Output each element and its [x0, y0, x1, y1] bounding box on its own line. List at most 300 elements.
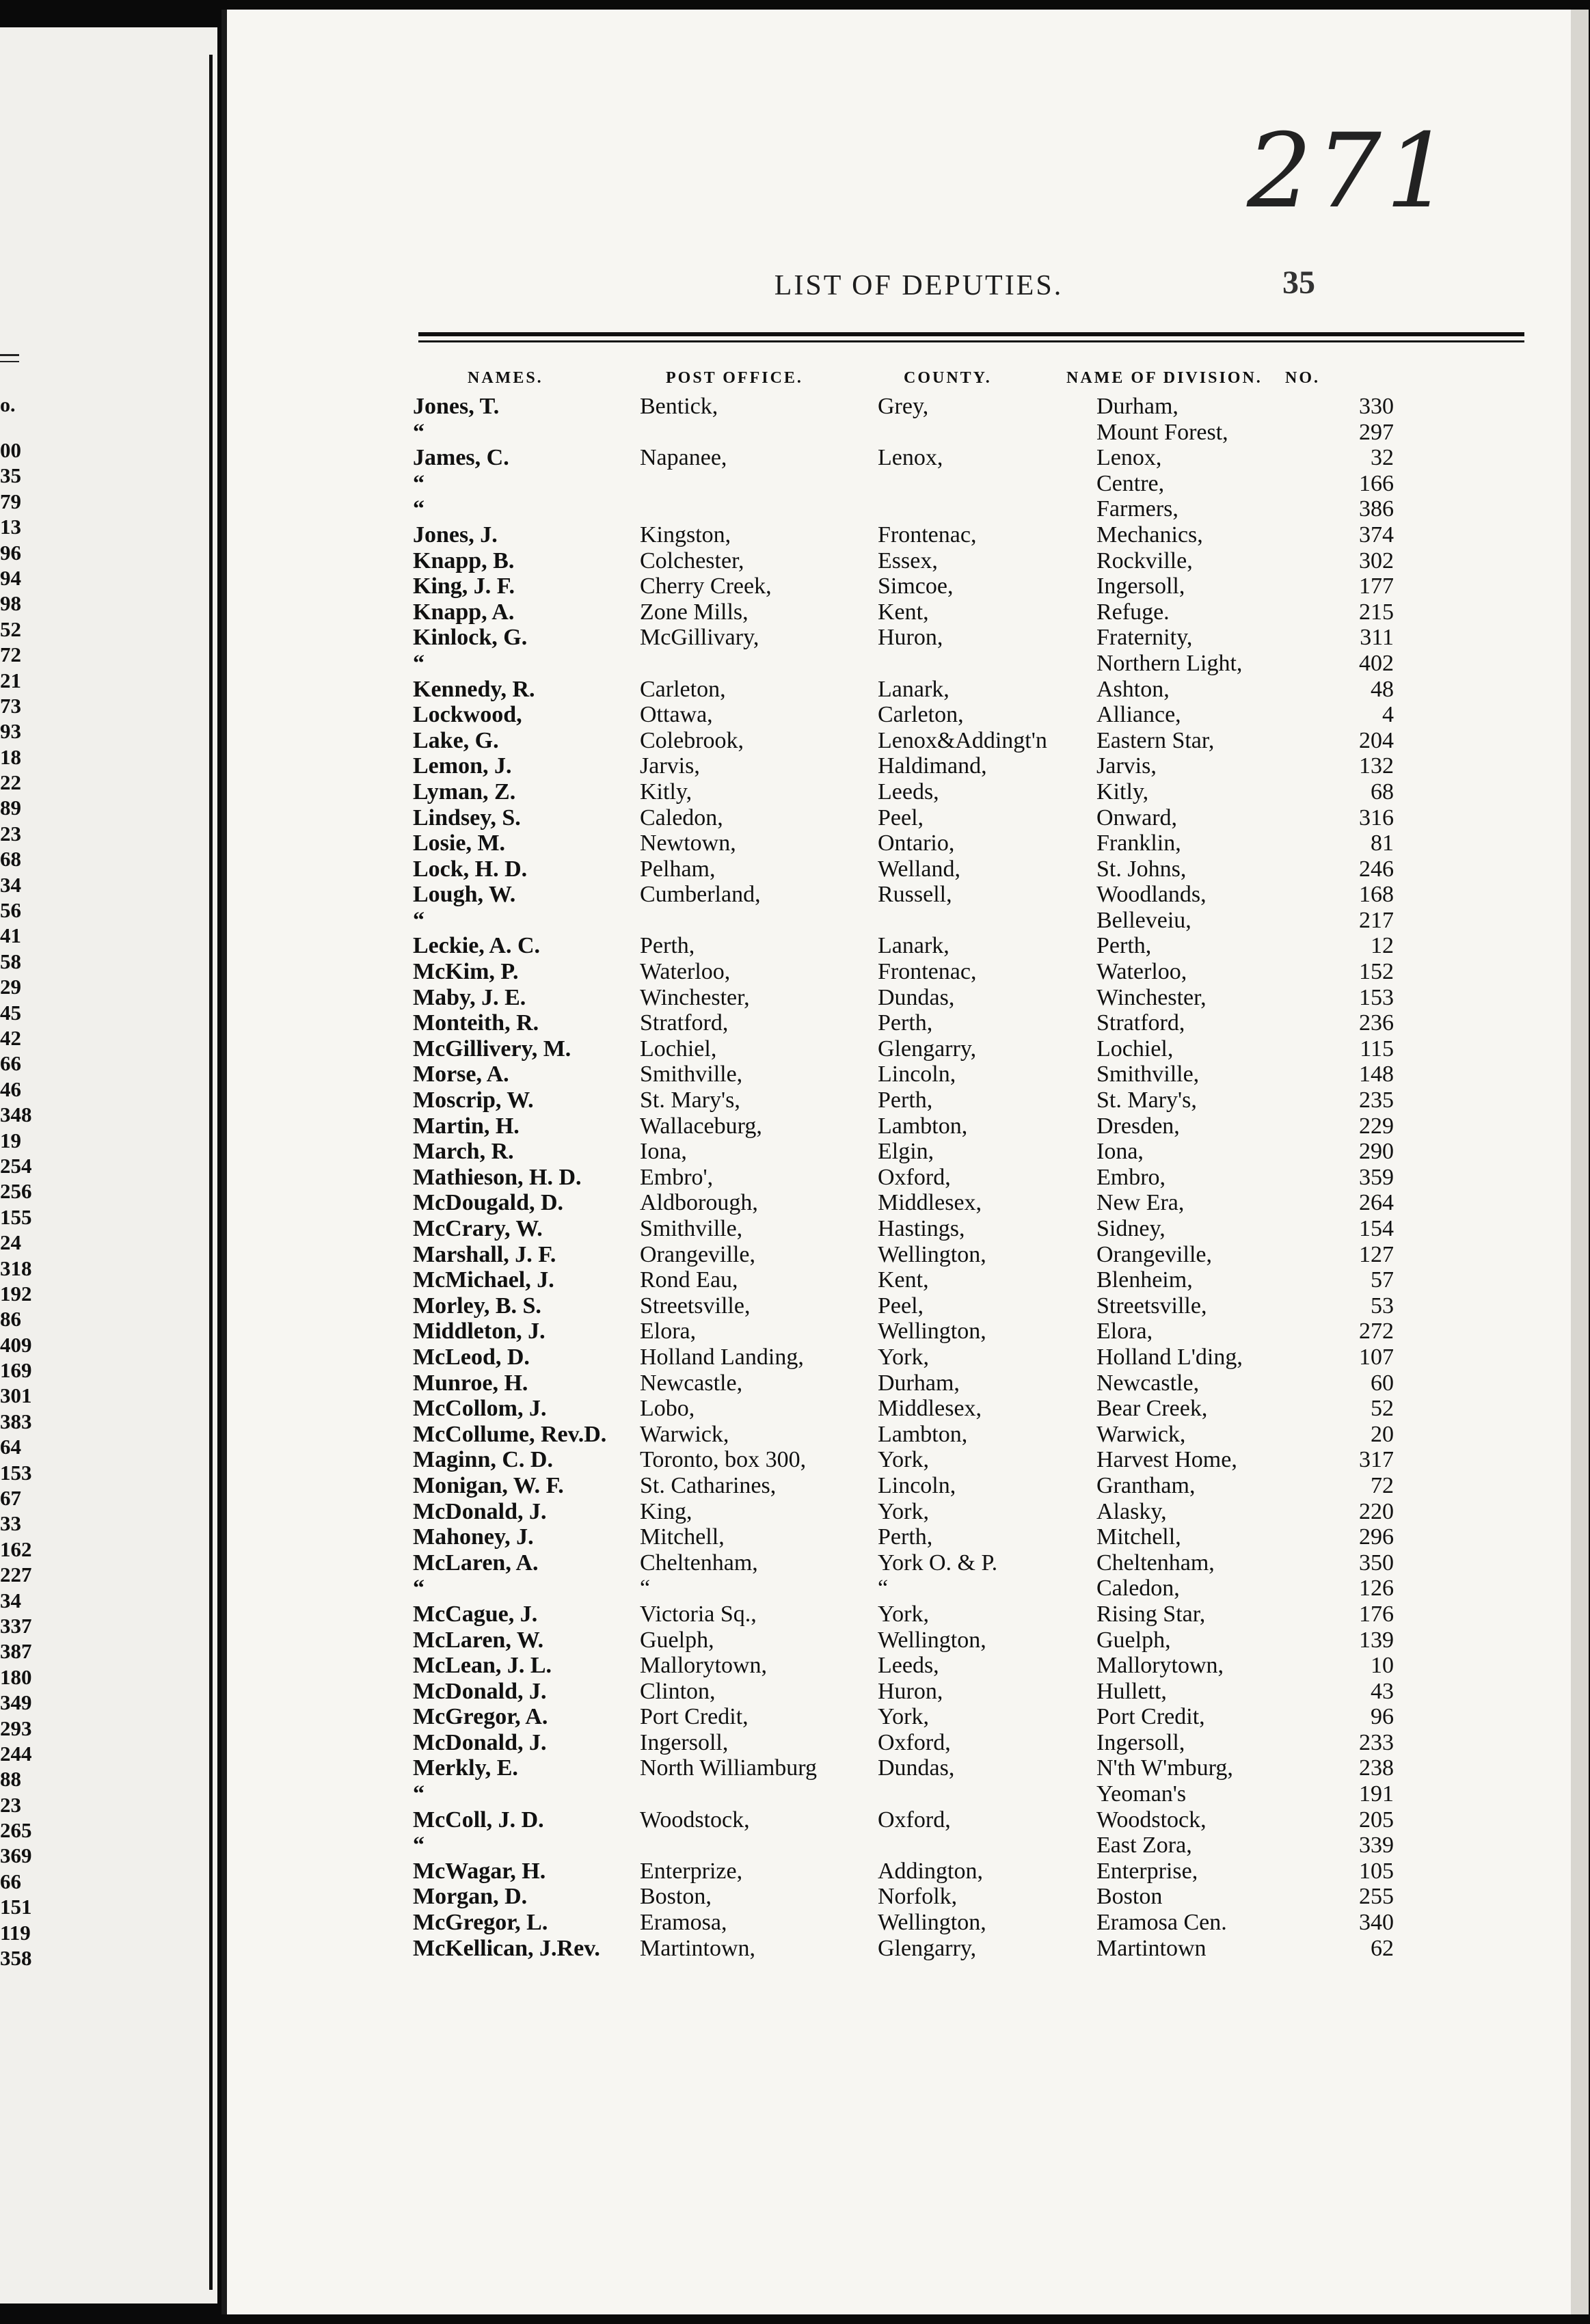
- table-row: [221, 1679, 1589, 1705]
- cell-county: Welland,: [878, 856, 960, 882]
- cell-county: York,: [878, 1601, 929, 1627]
- cell-county: “: [878, 1576, 889, 1602]
- left-page-number: 293: [0, 1716, 32, 1740]
- cell-county: Frontenac,: [878, 959, 977, 985]
- cell-county: Hastings,: [878, 1216, 965, 1241]
- table-row: [221, 651, 1589, 677]
- cell-division: Waterloo,: [1096, 959, 1187, 985]
- cell-division: East Zora,: [1096, 1833, 1192, 1859]
- cell-post-office: Eramosa,: [640, 1910, 727, 1936]
- cell-no: 4: [1382, 702, 1394, 728]
- cell-post-office: Smithville,: [640, 1062, 743, 1087]
- cell-division: Martintown: [1096, 1935, 1207, 1961]
- left-page-number: 358: [0, 1946, 32, 1971]
- handwritten-page-number: 271: [1247, 112, 1455, 231]
- cell-no: 317: [1359, 1447, 1394, 1473]
- column-header-division: NAME OF DIVISION.: [1066, 369, 1263, 387]
- cell-post-office: Cheltenham,: [640, 1550, 758, 1576]
- printed-page-number: 35: [1282, 265, 1315, 301]
- cell-division: Enterprise,: [1096, 1858, 1198, 1884]
- cell-county: Glengarry,: [878, 1036, 977, 1062]
- table-row: [221, 1396, 1589, 1422]
- cell-no: 154: [1359, 1216, 1394, 1241]
- cell-division: Lenox,: [1096, 445, 1162, 471]
- cell-post-office: Waterloo,: [640, 959, 731, 985]
- cell-division: New Era,: [1096, 1190, 1185, 1216]
- left-page-fragment: [0, 27, 217, 2303]
- table-row: [221, 1524, 1589, 1550]
- left-page-number: 34: [0, 1588, 21, 1612]
- cell-no: 236: [1359, 1010, 1394, 1036]
- cell-county: Wellington,: [878, 1910, 986, 1936]
- cell-no: 81: [1371, 830, 1394, 856]
- cell-name: March, R.: [413, 1139, 514, 1165]
- left-page-number: 387: [0, 1639, 32, 1664]
- cell-county: Dundas,: [878, 984, 955, 1010]
- cell-county: Glengarry,: [878, 1935, 977, 1961]
- left-page-number: 169: [0, 1358, 32, 1383]
- gutter-line: [209, 55, 213, 2290]
- left-page-number: 254: [0, 1153, 32, 1178]
- cell-division: Kitly,: [1096, 779, 1149, 805]
- cell-county: Perth,: [878, 1087, 933, 1113]
- cell-division: Alasky,: [1096, 1498, 1167, 1524]
- table-row: [221, 1807, 1589, 1833]
- cell-county: York,: [878, 1344, 929, 1370]
- cell-name: Jones, T.: [413, 394, 500, 419]
- cell-name: “: [413, 1833, 425, 1859]
- cell-county: Dundas,: [878, 1755, 955, 1781]
- left-page-number: 318: [0, 1256, 32, 1280]
- cell-no: 32: [1371, 445, 1394, 471]
- cell-no: 72: [1371, 1472, 1394, 1498]
- cell-post-office: Cherry Creek,: [640, 573, 772, 599]
- cell-division: Woodlands,: [1096, 882, 1207, 908]
- cell-name: Mathieson, H. D.: [413, 1164, 582, 1190]
- cell-no: 350: [1359, 1550, 1394, 1576]
- cell-name: Morgan, D.: [413, 1884, 528, 1910]
- cell-no: 105: [1359, 1858, 1394, 1884]
- cell-post-office: Caledon,: [640, 805, 723, 830]
- cell-division: Ingersoll,: [1096, 1729, 1185, 1755]
- left-page-number: 73: [0, 693, 21, 718]
- cell-name: Lemon, J.: [413, 753, 512, 779]
- cell-no: 148: [1359, 1062, 1394, 1087]
- cell-post-office: Victoria Sq.,: [640, 1601, 757, 1627]
- left-page-number: 68: [0, 847, 21, 871]
- cell-county: Huron,: [878, 625, 943, 651]
- cell-no: 217: [1359, 907, 1394, 933]
- cell-post-office: Aldborough,: [640, 1190, 758, 1216]
- cell-name: McLean, J. L.: [413, 1653, 552, 1679]
- cell-county: York,: [878, 1704, 929, 1730]
- cell-post-office: Martintown,: [640, 1935, 756, 1961]
- cell-county: Peel,: [878, 805, 924, 830]
- table-row: [221, 573, 1589, 599]
- cell-name: Kinlock, G.: [413, 625, 528, 651]
- table-header: [221, 369, 1589, 392]
- cell-division: Cheltenham,: [1096, 1550, 1215, 1576]
- cell-county: Durham,: [878, 1370, 960, 1396]
- cell-division: Mechanics,: [1096, 522, 1203, 548]
- cell-division: St. Mary's,: [1096, 1087, 1197, 1113]
- cell-post-office: Stratford,: [640, 1010, 729, 1036]
- cell-name: McDonald, J.: [413, 1498, 547, 1524]
- cell-county: York,: [878, 1498, 929, 1524]
- cell-county: Russell,: [878, 882, 952, 908]
- cell-county: Leeds,: [878, 1653, 939, 1679]
- left-page-number: 96: [0, 540, 21, 565]
- cell-county: Wellington,: [878, 1627, 986, 1653]
- table-row: [221, 728, 1589, 754]
- cell-no: 20: [1371, 1421, 1394, 1447]
- cell-post-office: Newtown,: [640, 830, 736, 856]
- left-page-number: 00: [0, 438, 21, 462]
- table-row: [221, 933, 1589, 959]
- cell-division: Harvest Home,: [1096, 1447, 1237, 1473]
- cell-division: Caledon,: [1096, 1576, 1180, 1602]
- left-page-number: 35: [0, 463, 21, 488]
- cell-no: 10: [1371, 1653, 1394, 1679]
- deputies-table: [221, 394, 1589, 1961]
- cell-post-office: Lobo,: [640, 1396, 695, 1422]
- left-page-number: 256: [0, 1179, 32, 1204]
- left-page-number: 88: [0, 1767, 21, 1792]
- cell-no: 12: [1371, 933, 1394, 959]
- right-page: [221, 10, 1589, 2314]
- cell-name: Moscrip, W.: [413, 1087, 534, 1113]
- left-page-number: 180: [0, 1664, 32, 1689]
- cell-post-office: Mitchell,: [640, 1524, 725, 1550]
- cell-county: Lambton,: [878, 1113, 968, 1139]
- cell-county: Elgin,: [878, 1139, 934, 1165]
- cell-division: N'th W'mburg,: [1096, 1755, 1233, 1781]
- table-row: [221, 625, 1589, 651]
- left-page-number: 58: [0, 949, 21, 973]
- cell-post-office: Enterprize,: [640, 1858, 743, 1884]
- left-page-number: 348: [0, 1103, 32, 1127]
- cell-division: Embro,: [1096, 1164, 1166, 1190]
- cell-no: 316: [1359, 805, 1394, 830]
- cell-no: 52: [1371, 1396, 1394, 1422]
- cell-name: Knapp, A.: [413, 599, 515, 625]
- cell-name: McDonald, J.: [413, 1729, 547, 1755]
- table-row: [221, 1165, 1589, 1191]
- cell-division: Dresden,: [1096, 1113, 1180, 1139]
- cell-name: Munroe, H.: [413, 1370, 528, 1396]
- table-row: [221, 522, 1589, 548]
- cell-post-office: Ingersoll,: [640, 1729, 729, 1755]
- table-row: [221, 1216, 1589, 1242]
- cell-county: Kent,: [878, 1267, 929, 1293]
- left-page-number: 192: [0, 1281, 32, 1306]
- cell-division: Orangeville,: [1096, 1241, 1212, 1267]
- cell-name: McCague, J.: [413, 1601, 538, 1627]
- left-page-number: 46: [0, 1077, 21, 1101]
- table-row: [221, 548, 1589, 574]
- table-row: [221, 1576, 1589, 1602]
- cell-division: Mount Forest,: [1096, 419, 1228, 445]
- cell-name: Monteith, R.: [413, 1010, 539, 1036]
- table-row: [221, 985, 1589, 1011]
- cell-post-office: Kingston,: [640, 522, 731, 548]
- cell-division: Jarvis,: [1096, 753, 1157, 779]
- cell-county: Huron,: [878, 1678, 943, 1704]
- cell-post-office: St. Catharines,: [640, 1472, 777, 1498]
- left-page-number: 34: [0, 872, 21, 897]
- cell-post-office: Port Credit,: [640, 1704, 749, 1730]
- running-head: LIST OF DEPUTIES.: [774, 270, 1064, 301]
- left-page-number: 13: [0, 515, 21, 539]
- cell-name: McGregor, A.: [413, 1704, 548, 1730]
- cell-name: McGregor, L.: [413, 1910, 548, 1936]
- cell-name: McWagar, H.: [413, 1858, 546, 1884]
- cell-county: Oxford,: [878, 1164, 951, 1190]
- cell-name: McDonald, J.: [413, 1678, 547, 1704]
- cell-post-office: Embro',: [640, 1164, 714, 1190]
- cell-no: 62: [1371, 1935, 1394, 1961]
- cell-division: Mitchell,: [1096, 1524, 1181, 1550]
- cell-county: Simcoe,: [878, 573, 954, 599]
- cell-post-office: Rond Eau,: [640, 1267, 738, 1293]
- left-page-number: 349: [0, 1690, 32, 1715]
- left-page-number: 33: [0, 1511, 21, 1536]
- cell-county: Ontario,: [878, 830, 955, 856]
- cell-division: Bear Creek,: [1096, 1396, 1208, 1422]
- cell-name: Losie, M.: [413, 830, 506, 856]
- cell-no: 255: [1359, 1884, 1394, 1910]
- cell-post-office: Kitly,: [640, 779, 692, 805]
- left-page-number: 155: [0, 1204, 32, 1229]
- left-page-number: 18: [0, 744, 21, 769]
- table-row: [221, 1833, 1589, 1859]
- table-row: [221, 753, 1589, 779]
- cell-county: Lenox,: [878, 445, 943, 471]
- cell-name: McCollume, Rev.D.: [413, 1421, 607, 1447]
- cell-post-office: Ottawa,: [640, 702, 713, 728]
- cell-county: Wellington,: [878, 1241, 986, 1267]
- left-page-number: 383: [0, 1409, 32, 1433]
- cell-post-office: Bentick,: [640, 394, 718, 419]
- cell-division: Port Credit,: [1096, 1704, 1205, 1730]
- left-page-number: 64: [0, 1435, 21, 1459]
- cell-county: Carleton,: [878, 702, 964, 728]
- cell-post-office: Holland Landing,: [640, 1344, 804, 1370]
- table-row: [221, 1293, 1589, 1319]
- table-row: [221, 1936, 1589, 1962]
- cell-division: Durham,: [1096, 394, 1178, 419]
- table-row: [221, 1447, 1589, 1473]
- cell-post-office: Orangeville,: [640, 1241, 755, 1267]
- cell-no: 220: [1359, 1498, 1394, 1524]
- cell-name: Knapp, B.: [413, 548, 515, 573]
- left-page-number: 93: [0, 719, 21, 744]
- table-row: [221, 445, 1589, 471]
- cell-division: Belleveiu,: [1096, 907, 1191, 933]
- cell-no: 311: [1360, 625, 1394, 651]
- cell-post-office: Elora,: [640, 1319, 697, 1345]
- cell-post-office: North Williamburg: [640, 1755, 817, 1781]
- cell-post-office: Colebrook,: [640, 727, 744, 753]
- cell-name: McKellican, J.Rev.: [413, 1935, 600, 1961]
- cell-no: 96: [1371, 1704, 1394, 1730]
- cell-division: Fraternity,: [1096, 625, 1193, 651]
- cell-name: “: [413, 650, 425, 676]
- cell-name: Mahoney, J.: [413, 1524, 534, 1550]
- cell-division: Iona,: [1096, 1139, 1144, 1165]
- cell-no: 57: [1371, 1267, 1394, 1293]
- cell-county: Frontenac,: [878, 522, 977, 548]
- column-header-names: NAMES.: [468, 369, 543, 387]
- cell-no: 290: [1359, 1139, 1394, 1165]
- cell-division: Franklin,: [1096, 830, 1181, 856]
- cell-division: Boston: [1096, 1884, 1163, 1910]
- column-header-no: NO.: [1285, 369, 1320, 387]
- cell-no: 153: [1359, 984, 1394, 1010]
- left-page-number: 24: [0, 1230, 21, 1255]
- cell-division: Mallorytown,: [1096, 1653, 1224, 1679]
- column-header-county: COUNTY.: [904, 369, 992, 387]
- cell-post-office: Jarvis,: [640, 753, 700, 779]
- cell-county: Lambton,: [878, 1421, 968, 1447]
- left-page-number: 409: [0, 1332, 32, 1357]
- left-page-number: 29: [0, 975, 21, 999]
- cell-no: 127: [1359, 1241, 1394, 1267]
- cell-name: “: [413, 1781, 425, 1807]
- cell-division: Winchester,: [1096, 984, 1207, 1010]
- left-page-number: 301: [0, 1383, 32, 1408]
- cell-no: 115: [1360, 1036, 1394, 1062]
- left-page-number: 66: [0, 1051, 21, 1076]
- left-page-number: 98: [0, 591, 21, 616]
- cell-name: Merkly, E.: [413, 1755, 518, 1781]
- table-row: [221, 1653, 1589, 1679]
- table-row: [221, 1499, 1589, 1525]
- cell-no: 238: [1359, 1755, 1394, 1781]
- table-row: [221, 830, 1589, 856]
- cell-division: Northern Light,: [1096, 650, 1243, 676]
- left-page-number: 23: [0, 1792, 21, 1817]
- cell-name: Martin, H.: [413, 1113, 520, 1139]
- table-row: [221, 1139, 1589, 1165]
- left-page-number-column: [0, 437, 32, 1971]
- table-row: [221, 779, 1589, 805]
- cell-no: 386: [1359, 496, 1394, 522]
- cell-name: Leckie, A. C.: [413, 933, 541, 959]
- left-page-number: 94: [0, 565, 21, 590]
- cell-no: 272: [1359, 1319, 1394, 1345]
- cell-division: Centre,: [1096, 470, 1165, 496]
- cell-county: Grey,: [878, 394, 929, 419]
- cell-no: 139: [1359, 1627, 1394, 1653]
- table-row: [221, 1627, 1589, 1653]
- cell-name: McGillivery, M.: [413, 1036, 571, 1062]
- cell-post-office: Colchester,: [640, 548, 744, 573]
- table-row: [221, 1319, 1589, 1345]
- left-page-number: 45: [0, 1000, 21, 1025]
- table-row: [221, 959, 1589, 985]
- cell-name: Maby, J. E.: [413, 984, 526, 1010]
- cell-county: Essex,: [878, 548, 938, 573]
- cell-county: Peel,: [878, 1293, 924, 1319]
- table-row: [221, 805, 1589, 831]
- cell-no: 168: [1359, 882, 1394, 908]
- left-page-number: 79: [0, 489, 21, 513]
- cell-county: Lanark,: [878, 676, 949, 702]
- left-page-number: 52: [0, 617, 21, 641]
- table-row: [221, 1781, 1589, 1807]
- cell-name: McLaren, W.: [413, 1627, 544, 1653]
- table-row: [221, 420, 1589, 446]
- cell-name: McLaren, A.: [413, 1550, 539, 1576]
- table-row: [221, 1859, 1589, 1884]
- cell-no: 359: [1359, 1164, 1394, 1190]
- left-page-number: 227: [0, 1563, 32, 1587]
- cell-name: Marshall, J. F.: [413, 1241, 556, 1267]
- cell-no: 68: [1371, 779, 1394, 805]
- cell-post-office: Clinton,: [640, 1678, 716, 1704]
- cell-division: Woodstock,: [1096, 1807, 1207, 1833]
- left-page-number: 119: [0, 1920, 31, 1945]
- cell-division: Warwick,: [1096, 1421, 1186, 1447]
- table-row: [221, 1550, 1589, 1576]
- cell-post-office: King,: [640, 1498, 692, 1524]
- cell-division: Guelph,: [1096, 1627, 1171, 1653]
- cell-no: 166: [1359, 470, 1394, 496]
- cell-no: 191: [1359, 1781, 1394, 1807]
- cell-post-office: Napanee,: [640, 445, 727, 471]
- cell-no: 132: [1359, 753, 1394, 779]
- cell-name: King, J. F.: [413, 573, 515, 599]
- cell-division: Onward,: [1096, 805, 1178, 830]
- cell-name: McKim, P.: [413, 959, 519, 985]
- cell-county: Lanark,: [878, 933, 949, 959]
- left-page-number: 153: [0, 1460, 32, 1485]
- cell-name: Middleton, J.: [413, 1319, 545, 1345]
- cell-name: Kennedy, R.: [413, 676, 535, 702]
- cell-name: McCollom, J.: [413, 1396, 547, 1422]
- cell-post-office: Iona,: [640, 1139, 687, 1165]
- cell-division: St. Johns,: [1096, 856, 1187, 882]
- left-page-number: 41: [0, 923, 21, 948]
- cell-no: 297: [1359, 419, 1394, 445]
- cell-county: Norfolk,: [878, 1884, 958, 1910]
- header-rule: [418, 332, 1524, 336]
- cell-post-office: Zone Mills,: [640, 599, 749, 625]
- cell-division: Refuge.: [1096, 599, 1170, 625]
- cell-post-office: Warwick,: [640, 1421, 729, 1447]
- table-row: [221, 1010, 1589, 1036]
- table-row: [221, 1884, 1589, 1910]
- cell-name: “: [413, 419, 425, 445]
- cell-division: Rockville,: [1096, 548, 1193, 573]
- cell-no: 264: [1359, 1190, 1394, 1216]
- cell-name: Morse, A.: [413, 1062, 509, 1087]
- cell-division: Blenheim,: [1096, 1267, 1193, 1293]
- cell-no: 126: [1359, 1576, 1394, 1602]
- cell-name: Monigan, W. F.: [413, 1472, 564, 1498]
- cell-division: Stratford,: [1096, 1010, 1185, 1036]
- left-page-number: 162: [0, 1537, 32, 1561]
- table-row: [221, 599, 1589, 625]
- cell-no: 374: [1359, 522, 1394, 548]
- cell-post-office: Streetsville,: [640, 1293, 751, 1319]
- cell-name: Jones, J.: [413, 522, 498, 548]
- table-row: [221, 496, 1589, 522]
- table-row: [221, 1087, 1589, 1113]
- left-page-number: 66: [0, 1869, 21, 1893]
- cell-no: 177: [1359, 573, 1394, 599]
